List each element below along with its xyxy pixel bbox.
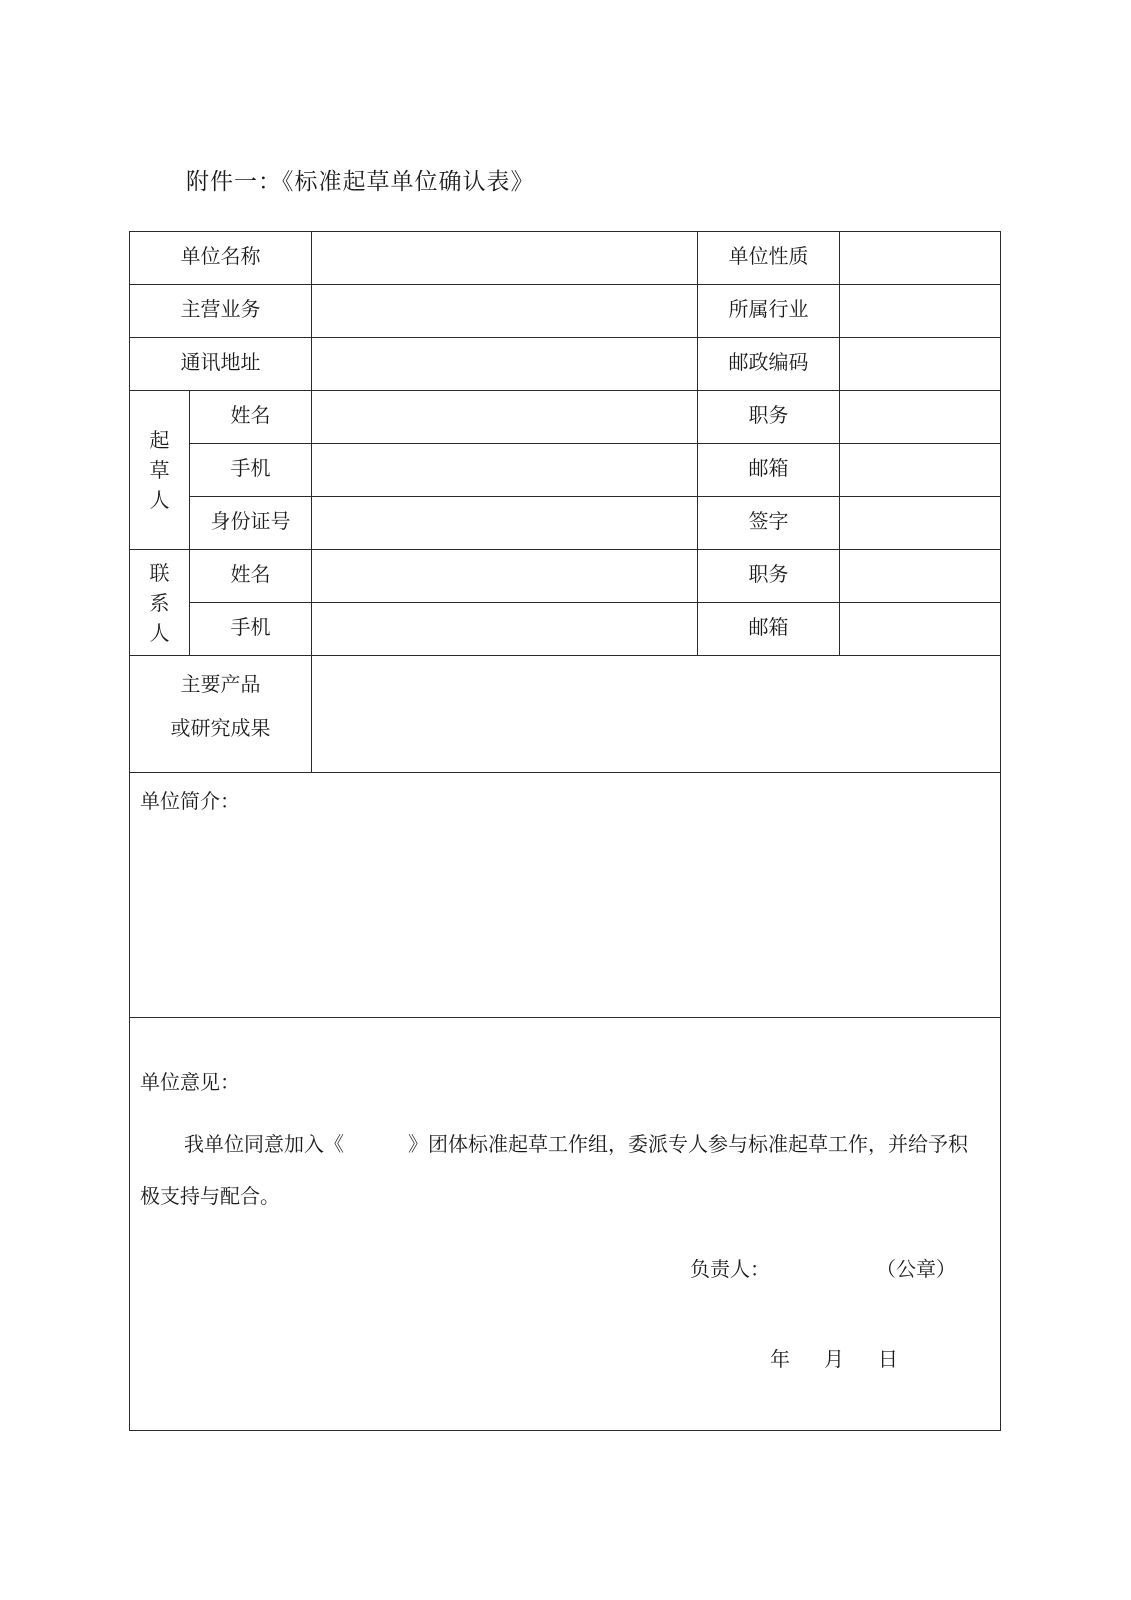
unit-nature-label: 单位性质 xyxy=(698,232,840,285)
industry-label: 所属行业 xyxy=(698,285,840,338)
page-title: 附件一：《标准起草单位确认表》 xyxy=(186,169,535,195)
opinion-body-part2: 》团体标准起草工作组，委派专人参与标准起草工作，并给予积极支持与配合。 xyxy=(140,1132,968,1208)
main-business-label: 主营业务 xyxy=(130,285,312,338)
row-drafter-phone xyxy=(130,444,1001,497)
row-opinion xyxy=(130,1018,1001,1431)
year-label: 年 xyxy=(770,1347,790,1371)
contact-phone-field[interactable] xyxy=(312,603,698,656)
row-contact-name xyxy=(130,550,1001,603)
postcode-label: 邮政编码 xyxy=(698,338,840,391)
drafter-name-label: 姓名 xyxy=(190,391,312,444)
row-drafter-id xyxy=(130,497,1001,550)
address-label: 通讯地址 xyxy=(130,338,312,391)
opinion-heading: 单位意见： xyxy=(140,1070,240,1094)
row-contact-phone xyxy=(130,603,1001,656)
drafter-phone-label: 手机 xyxy=(190,444,312,497)
row-products xyxy=(130,656,1001,773)
products-label xyxy=(130,656,312,773)
products-label-line1: 主要产品 xyxy=(180,672,261,696)
drafter-position-field[interactable] xyxy=(840,391,1001,444)
contact-group-text: 联系人 xyxy=(149,560,170,645)
products-label-line2: 或研究成果 xyxy=(170,716,271,740)
contact-name-field[interactable] xyxy=(312,550,698,603)
row-intro xyxy=(130,773,1001,1018)
intro-field[interactable] xyxy=(130,773,1001,1018)
confirmation-form-table xyxy=(129,231,1001,1431)
month-label: 月 xyxy=(824,1347,844,1371)
unit-name-label: 单位名称 xyxy=(130,232,312,285)
contact-position-label: 职务 xyxy=(698,550,840,603)
row-drafter-name xyxy=(130,391,1001,444)
responsible-label: 负责人： xyxy=(690,1257,770,1281)
postcode-field[interactable] xyxy=(840,338,1001,391)
drafter-phone-field[interactable] xyxy=(312,444,698,497)
opinion-body-part1: 我单位同意加入《 xyxy=(184,1132,344,1156)
row-address xyxy=(130,338,1001,391)
main-business-field[interactable] xyxy=(312,285,698,338)
contact-email-field[interactable] xyxy=(840,603,1001,656)
intro-label: 单位简介： xyxy=(140,789,240,813)
seal-label: （公章） xyxy=(876,1257,956,1281)
drafter-signature-field[interactable] xyxy=(840,497,1001,550)
drafter-group-label xyxy=(130,391,190,550)
unit-name-field[interactable] xyxy=(312,232,698,285)
drafter-email-field[interactable] xyxy=(840,444,1001,497)
opinion-body xyxy=(140,1118,980,1222)
opinion-section xyxy=(130,1018,1001,1431)
unit-nature-field[interactable] xyxy=(840,232,1001,285)
responsible-signature-line xyxy=(690,1253,956,1282)
drafter-id-field[interactable] xyxy=(312,497,698,550)
contact-group-label xyxy=(130,550,190,656)
contact-email-label: 邮箱 xyxy=(698,603,840,656)
day-label: 日 xyxy=(878,1347,898,1371)
contact-phone-label: 手机 xyxy=(190,603,312,656)
drafter-id-label: 身份证号 xyxy=(190,497,312,550)
drafter-email-label: 邮箱 xyxy=(698,444,840,497)
address-field[interactable] xyxy=(312,338,698,391)
drafter-position-label: 职务 xyxy=(698,391,840,444)
drafter-group-text: 起草人 xyxy=(149,428,170,512)
date-line xyxy=(770,1343,898,1372)
products-field[interactable] xyxy=(312,656,1001,773)
industry-field[interactable] xyxy=(840,285,1001,338)
contact-position-field[interactable] xyxy=(840,550,1001,603)
drafter-name-field[interactable] xyxy=(312,391,698,444)
contact-name-label: 姓名 xyxy=(190,550,312,603)
drafter-signature-label: 签字 xyxy=(698,497,840,550)
row-unit-name xyxy=(130,232,1001,285)
row-main-business xyxy=(130,285,1001,338)
